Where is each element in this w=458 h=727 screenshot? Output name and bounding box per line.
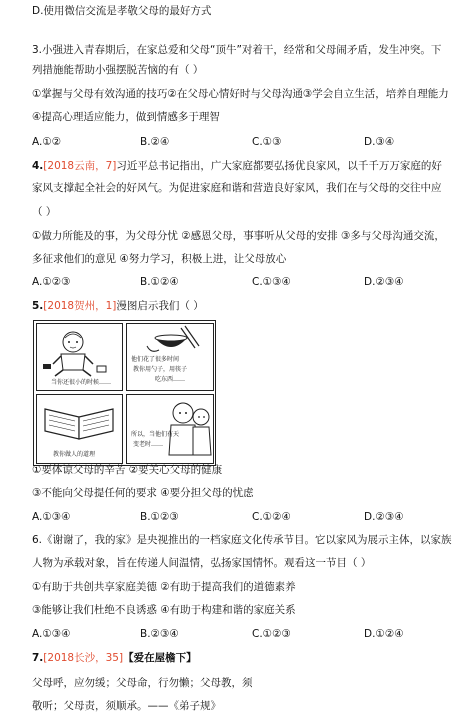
q7-source: [2018长沙，35] (43, 652, 124, 664)
panel-1-caption: 当你还很小的时候…… (51, 379, 112, 386)
panel-4-caption-line2: 变老时…… (133, 441, 164, 448)
q7-section-title: 【爱在屋檐下】 (123, 652, 197, 664)
q6-stem-line2: 人物为承载对象，旨在传递人间温情，弘扬家国情怀。观看这一节目（ ） (32, 557, 372, 569)
q3-option-c[interactable]: C.①③ (252, 136, 282, 148)
q5-option-d[interactable]: D.②③④ (364, 511, 404, 523)
q4-items-line2: 多征求他们的意见 ④努力学习，积极上进，让父母放心 (32, 253, 287, 265)
q6-options (32, 627, 446, 641)
q5-option-c[interactable]: C.①②④ (252, 511, 291, 523)
q6-items-line1: ①有助于共创共享家庭美德 ②有助于提高我们的道德素养 (32, 581, 296, 593)
q2-option-d: D.使用微信交流是孝敬父母的最好方式 (32, 5, 212, 17)
comic-panel-2 (126, 323, 214, 391)
q5-options (32, 510, 446, 524)
q5-items-line2: ③不能向父母提任何的要求 ④要分担父母的忧虑 (32, 487, 254, 499)
q5-stem-text: 漫图启示我们（ ） (116, 300, 204, 312)
panel-4-caption-line1: 所以，当他们有天 (131, 431, 180, 438)
q5-comic (33, 320, 216, 466)
q4-options (32, 275, 446, 289)
q6-option-a[interactable]: A.①③④ (32, 628, 71, 640)
q4-option-b[interactable]: B.①②④ (140, 276, 179, 288)
comic-panel-3 (36, 394, 123, 464)
q7-number: 7. (32, 652, 44, 664)
q4-stem-line3: （ ） (32, 206, 57, 218)
open-book-illustration (37, 395, 122, 443)
q4-option-d[interactable]: D.②③④ (364, 276, 404, 288)
q4-items-line1: ①做力所能及的事，为父母分忧 ②感恩父母，事事听从父母的安排 ③多与父母沟通交流， (32, 230, 445, 242)
q3-options (32, 135, 446, 149)
q4-option-a[interactable]: A.①②③ (32, 276, 71, 288)
q7-poem-line1: 父母呼，应勿缓；父母命，行勿懒；父母教，须 (32, 677, 253, 689)
q7-poem-line2: 敬听；父母责，须顺承。——《弟子规》 (32, 700, 221, 712)
q6-option-c[interactable]: C.①②③ (252, 628, 291, 640)
q5-option-a[interactable]: A.①③④ (32, 511, 71, 523)
q4-option-c[interactable]: C.①③④ (252, 276, 291, 288)
q5-option-b[interactable]: B.①②③ (140, 511, 179, 523)
comic-panel-4 (126, 394, 214, 464)
q3-stem-line2: 列措施能帮助小强摆脱苦恼的有（ ） (32, 64, 204, 76)
comic-panel-1 (36, 323, 123, 391)
q6-items-line2: ③能够让我们杜绝不良诱惑 ④有助于构建和谐的家庭关系 (32, 604, 296, 616)
q3-items-line2: ④提高心理适应能力，做到情感多于理智 (32, 111, 220, 123)
q5-number: 5. (32, 300, 44, 312)
panel-3-caption: 教你做人的道理 (53, 451, 96, 458)
q4-source: [2018云南，7] (43, 160, 117, 172)
q5-stem (32, 299, 446, 313)
q5-source: [2018贺州，1] (43, 300, 117, 312)
panel-2-caption-line1: 他们花了很多时间 (131, 356, 180, 363)
panel-2-caption-line2: 教你用勺子，用筷子 (133, 366, 188, 373)
elderly-parents-illustration (127, 395, 213, 463)
q4-stem-line2: 家风支撑起全社会的好风气。为促进家庭和谐和营造良好家风，我们在与父母的交往中应 (32, 182, 442, 194)
q3-option-d[interactable]: D.③④ (364, 136, 395, 148)
q5-items-line1: ①要体谅父母的辛苦 ②要关心父母的健康 (32, 464, 223, 476)
q7-header (32, 651, 446, 665)
q6-option-b[interactable]: B.②③④ (140, 628, 179, 640)
q6-stem-line1: 6.《谢谢了，我的家》是央视推出的一档家庭文化传承节目。它以家风为展示主体，以家族 (32, 534, 452, 546)
q3-option-b[interactable]: B.②④ (140, 136, 170, 148)
q4-stem-text: 习近平总书记指出，广大家庭都要弘扬优良家风，以千千万万家庭的好 (116, 160, 442, 172)
panel-2-caption-line3: 吃东西…… (155, 376, 186, 383)
q6-option-d[interactable]: D.①②④ (364, 628, 404, 640)
q3-stem-line1: 3.小强进入青春期后，在家总爱和父母“顶牛”对着干，经常和父母闹矛盾，发生冲突。下 (32, 44, 442, 56)
q4-number: 4. (32, 160, 44, 172)
q3-items-line1: ①掌握与父母有效沟通的技巧②在父母心情好时与父母沟通③学会自立生活，培养自理能力 (32, 88, 449, 100)
q4-stem-line1 (32, 159, 446, 173)
q3-option-a[interactable]: A.①② (32, 136, 62, 148)
